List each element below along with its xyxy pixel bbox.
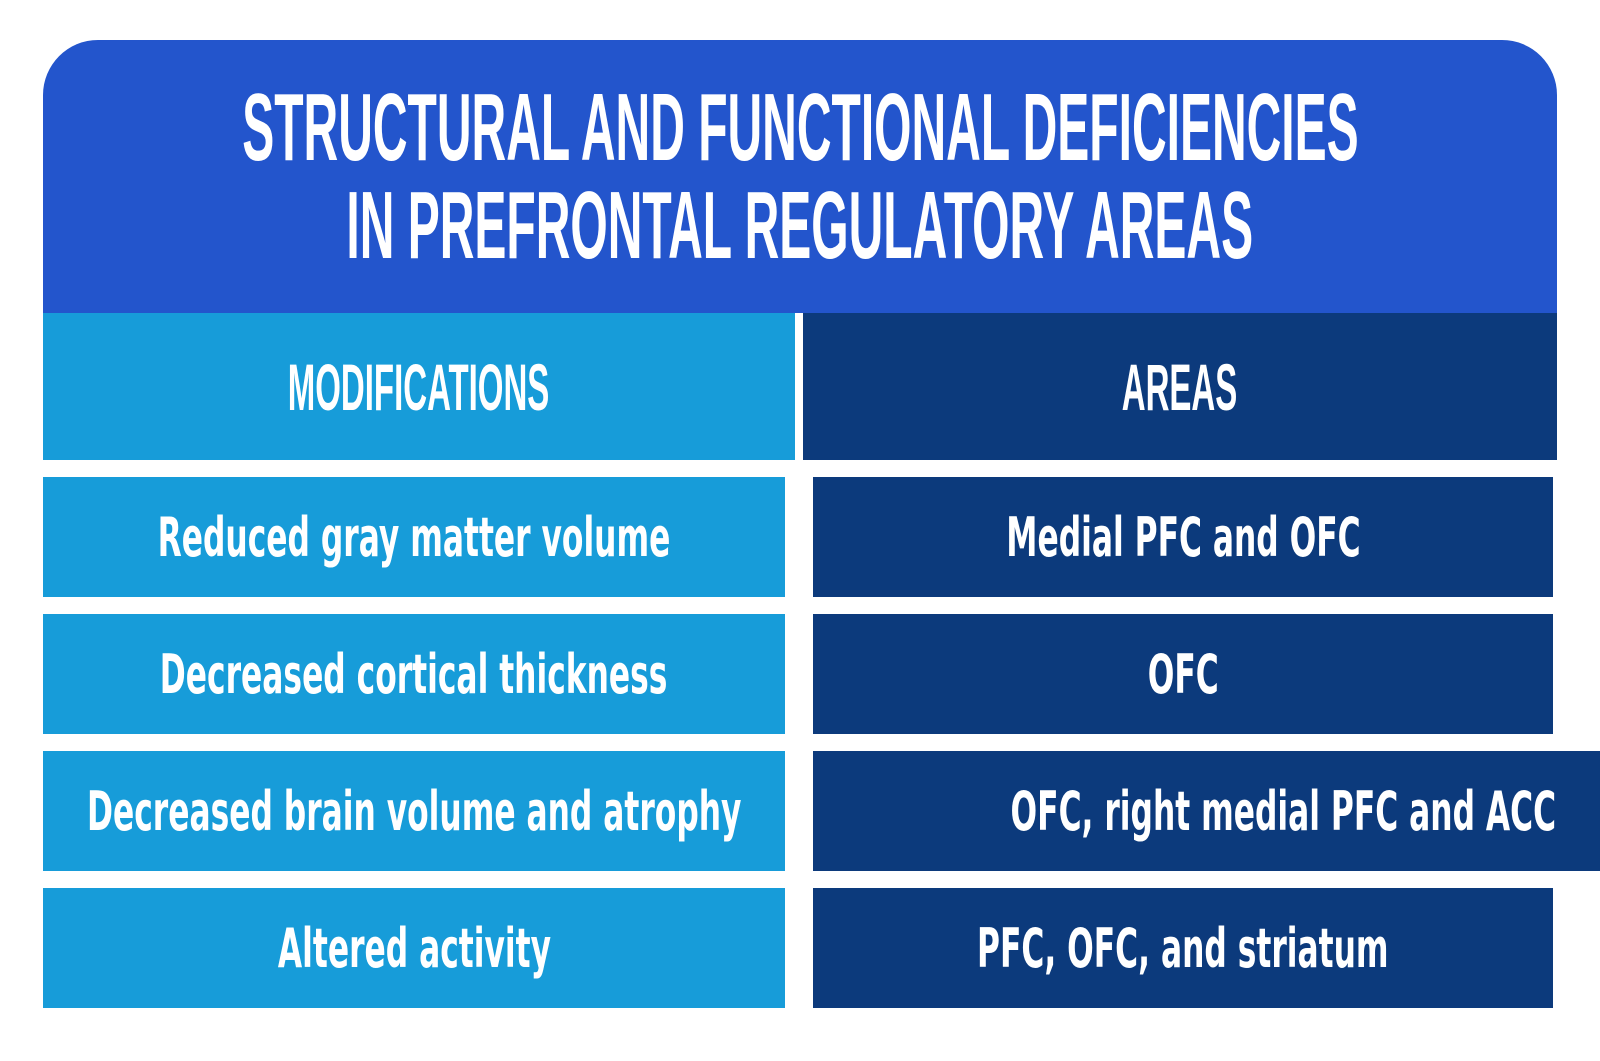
modification-cell [43,888,785,1008]
modification-cell [43,614,785,734]
area-cell [813,477,1553,597]
area-cell [813,888,1553,1008]
table-row [43,477,1557,597]
modification-text: Reduced gray matter volume [157,505,671,569]
column-header-modifications-label: MODIFICATIONS [288,349,550,424]
table-header-row [43,313,1557,460]
column-header-modifications [43,313,795,460]
table-row [43,614,1557,734]
column-header-areas [803,313,1557,460]
column-header-areas-label: AREAS [1122,349,1238,424]
area-text: OFC [1147,642,1219,706]
page-title-line-2: IN PREFRONTAL REGULATORY AREAS [346,171,1254,279]
modification-text: Altered activity [277,916,551,980]
page-title-line-1: STRUCTURAL AND FUNCTIONAL DEFICIENCIES [241,73,1359,181]
table-row [43,888,1557,1008]
area-text: Medial PFC and OFC [1005,505,1361,569]
area-text: PFC, OFC, and striatum [977,916,1389,980]
table-row [43,751,1557,871]
area-text: OFC, right medial PFC and ACC [1010,779,1557,843]
modification-cell [43,477,785,597]
modification-cell [43,751,785,871]
title-banner [43,40,1557,313]
area-cell [813,751,1600,871]
area-cell [813,614,1553,734]
modification-text: Decreased brain volume and atrophy [86,779,742,843]
modification-text: Decreased cortical thickness [160,642,668,706]
infographic-card [43,40,1557,1008]
